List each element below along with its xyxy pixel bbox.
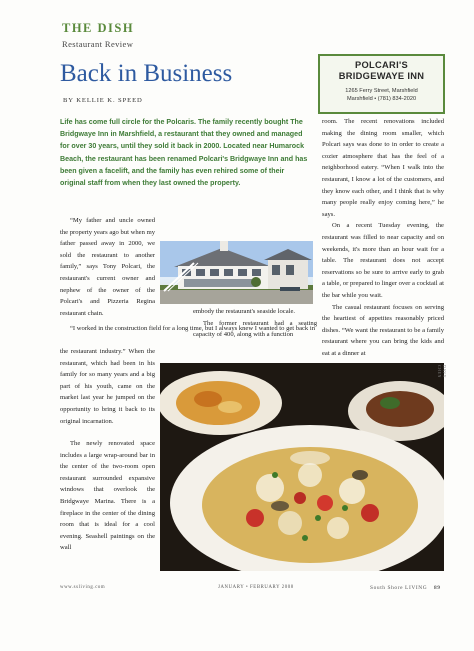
body-paragraph: room. The recent renovations included making the dining room smaller, which Polcari says was done to in order to create a cozier atmosphere that has the feel of a neighborhood eatery. “When I walk into the restaurant, I know a lot of the customers, and they know each other, and I think that is why many people really enjoy coming here,” he says. <box>322 118 444 218</box>
body-paragraph: the restaurant industry.” When the restaurant, which had been in his family for so many years and a big part of his youth, came on the market last year he jumped on the opportunity to bring it back to its original incarnation. <box>60 348 155 425</box>
footer-magazine-name: South Shore LIVING <box>370 585 428 591</box>
restaurant-info-box <box>318 54 445 114</box>
body-paragraph: “I worked in the construction field for a long time, but I always knew I wanted to get back in <box>70 325 315 332</box>
byline: BY KELLIE K. SPEED <box>63 97 143 104</box>
body-column-mid <box>193 306 317 341</box>
body-paragraph: On a recent Tuesday evening, the restaurant was filled to near capacity and on weekends, it's more than an hour wait for a table. The restaurant does not accept reservations so be sure to arrive early to grab a table, or prepared to linger over a cocktail at the bar while you wait. <box>322 222 444 299</box>
restaurant-exterior-photo <box>160 241 313 304</box>
body-column-left-1 <box>60 215 155 319</box>
body-paragraph: The former restaurant had a seating capacity of 400, along with a function <box>193 319 317 339</box>
section-subtitle: Restaurant Review <box>62 39 134 49</box>
footer-issue-date: JANUARY • FEBRUARY 2008 <box>218 585 294 590</box>
body-paragraph: embody the restaurant's seaside locale. <box>193 308 296 315</box>
body-paragraph: The newly renovated space includes a large wrap-around bar in the center of the two-room open restaurant surrounded expansive windows that overlook the Bridgwaye Marina. There is a fireplace in the center of the dining room that is ideal for a cool evening. Seashell paintings on the wall <box>60 440 155 552</box>
section-kicker: THE DISH <box>62 21 135 35</box>
article-headline: Back in Business <box>60 60 233 87</box>
food-dish-photo <box>160 363 444 571</box>
body-paragraph: “My father and uncle owned the property years ago but when my father passed away in 2000, we sold the restaurant to another family,” says Tony Polcari, the restaurant's current owner and nephew of the owner of the Polcari's and Pizzeria Regina restaurant chain. <box>60 217 155 317</box>
body-column-right <box>322 116 444 359</box>
body-column-left-3 <box>60 438 155 554</box>
restaurant-name: POLCARI'S BRIDGEWAYE INN <box>338 60 425 81</box>
footer-website: www.ssliving.com <box>60 585 106 590</box>
restaurant-address: 1265 Ferry Street, Marshfield Marshfield • (781) 834-2020 <box>345 88 418 102</box>
photo-credit: DAVY CHEN <box>437 365 447 378</box>
body-column-left-2 <box>60 346 155 427</box>
page-number: 89 <box>434 585 441 591</box>
article-deck: Life has come full circle for the Polcaris. The family recently bought The Bridgwaye Inn in Marshfield, a restaurant that they owned and managed for over 30 years, until they sold it back in 2000. Located near Humarock Beach, the restaurant has been renamed Polcari's Bridgwaye Inn and has been given a facelift, and the family has even rehired some of their original staff from when they last owned the property. <box>60 118 308 188</box>
body-paragraph: The casual restaurant focuses on serving the heartiest of appetites reasonably priced dishes. “We want the restaurant to be a family restaurant where you can bring the kids and eat at a dinner at <box>322 303 444 357</box>
